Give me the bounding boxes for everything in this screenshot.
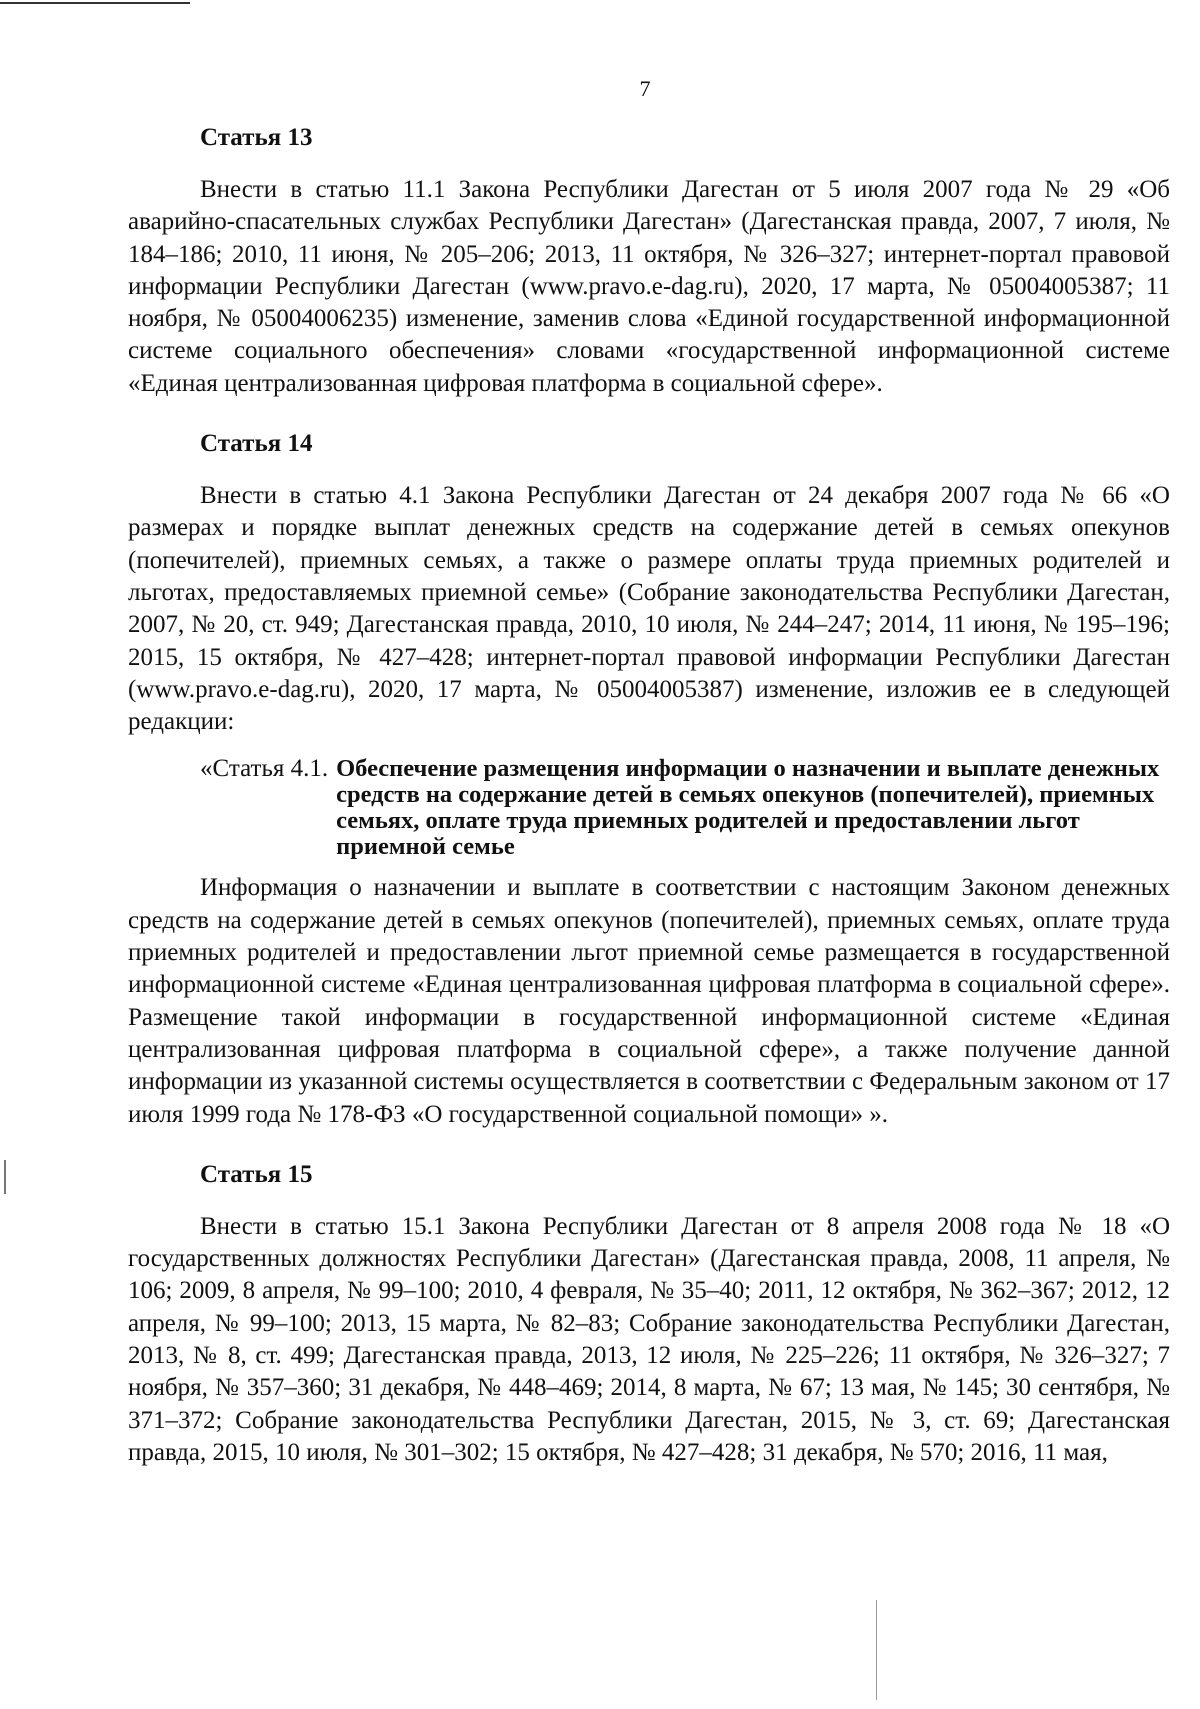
scan-margin-mark — [876, 1600, 877, 1700]
article-15-heading: Статья 15 — [200, 1160, 313, 1188]
article-13 — [128, 122, 1170, 400]
article-13-heading: Статья 13 — [200, 124, 313, 151]
scan-margin-mark — [4, 1160, 6, 1194]
quoted-article-title: Обеспечение размещения информации о назначении и выплате денежных средств на содержание детей в семьях опекунов (попечителей), приемных семьях, оплате труда приемных родителей и предоставлении льгот приемной семье — [336, 755, 1160, 861]
article-14-text: Внести в статью 4.1 Закона Республики Дагестан от 24 декабря 2007 года № 66 «О размерах и порядке выплат денежных средств на содержание детей в семьях опекунов (попечителей), приемных семьях, а также о размере оплаты труда приемных родителей и льготах, предоставляемых приемной семье» (Собрание законодательства Республики Дагестан, 2007, № 20, ст. 949; Дагестанская правда, 2010, 10 июля, № 244–247; 2014, 11 июня, № 195–196; 2015, 15 октября, № 427–428; интернет-портал правовой информации Республики Дагестан (www.pravo.e-dag.ru), 2020, 17 марта, № 05004005387) изменение, изложив ее в следующей редакции: — [128, 482, 1170, 736]
article-14 — [128, 428, 1170, 1131]
document-body — [128, 122, 1170, 1469]
page-number: 7 — [639, 76, 651, 101]
scan-artifact-line — [0, 2, 190, 4]
article-15-text: Внести в статью 15.1 Закона Республики Дагестан от 8 апреля 2008 года № 18 «О государственных должностях Республики Дагестан» (Дагестанская правда, 2008, 11 апреля, № 106; 2009, 8 апреля, № 99–100; 2010, 4 февраля, № 35–40; 2011, 12 октября, № 362–367; 2012, 12 апреля, № 99–100; 2013, 15 марта, № 82–83; Собрание законодательства Республики Дагестан, 2013, № 8, ст. 499; Дагестанская правда, 2013, 12 июля, № 225–226; 11 октября, № 326–327; 7 ноября, № 357–360; 31 декабря, № 448–469; 2014, 8 марта, № 67; 13 мая, № 145; 30 сентября, № 371–372; Собрание законодательства Республики Дагестан, 2015, № 3, ст. 69; Дагестанская правда, 2015, 10 июля, № 301–302; 15 октября, № 427–428; 31 декабря, № 570; 2016, 11 мая, — [128, 1212, 1170, 1466]
quoted-article-number: «Статья 4.1. — [200, 755, 329, 783]
article-14-heading: Статья 14 — [200, 430, 313, 458]
quoted-article-text: Информация о назначении и выплате в соответствии с настоящим Законом денежных средств на содержание детей в семьях опекунов (попечителей), приемных семьях, оплате труда приемных родителей и предоставлении льгот приемной семье размещается в государственной информационной системе «Единая централизованная цифровая платформа в социальной сфере». Размещение такой информации в государственной информационной системе «Единая централизованная цифровая платформа в социальной сфере», а также получение данной информации из указанной системы осуществляется в соответствии с Федеральным законом от 17 июля 1999 года № 178-ФЗ «О государственной социальной помощи» ». — [128, 874, 1170, 1128]
article-13-text: Внести в статью 11.1 Закона Республики Дагестан от 5 июля 2007 года № 29 «Об аварийно-спасательных службах Республики Дагестан» (Дагестанская правда, 2007, 7 июля, № 184–186; 2010, 11 июня, № 205–206; 2013, 11 октября, № 326–327; интернет-портал правовой информации Республики Дагестан (www.pravo.e-dag.ru), 2020, 17 марта, № 05004005387; 11 ноября, № 05004006235) изменение, заменив слова «Единой государственной информационной системе социального обеспечения» словами «государственной информационной системе «Единая централизованная цифровая платформа в социальной сфере». — [128, 176, 1170, 397]
quoted-article-header — [200, 756, 1170, 860]
article-15 — [128, 1159, 1170, 1469]
